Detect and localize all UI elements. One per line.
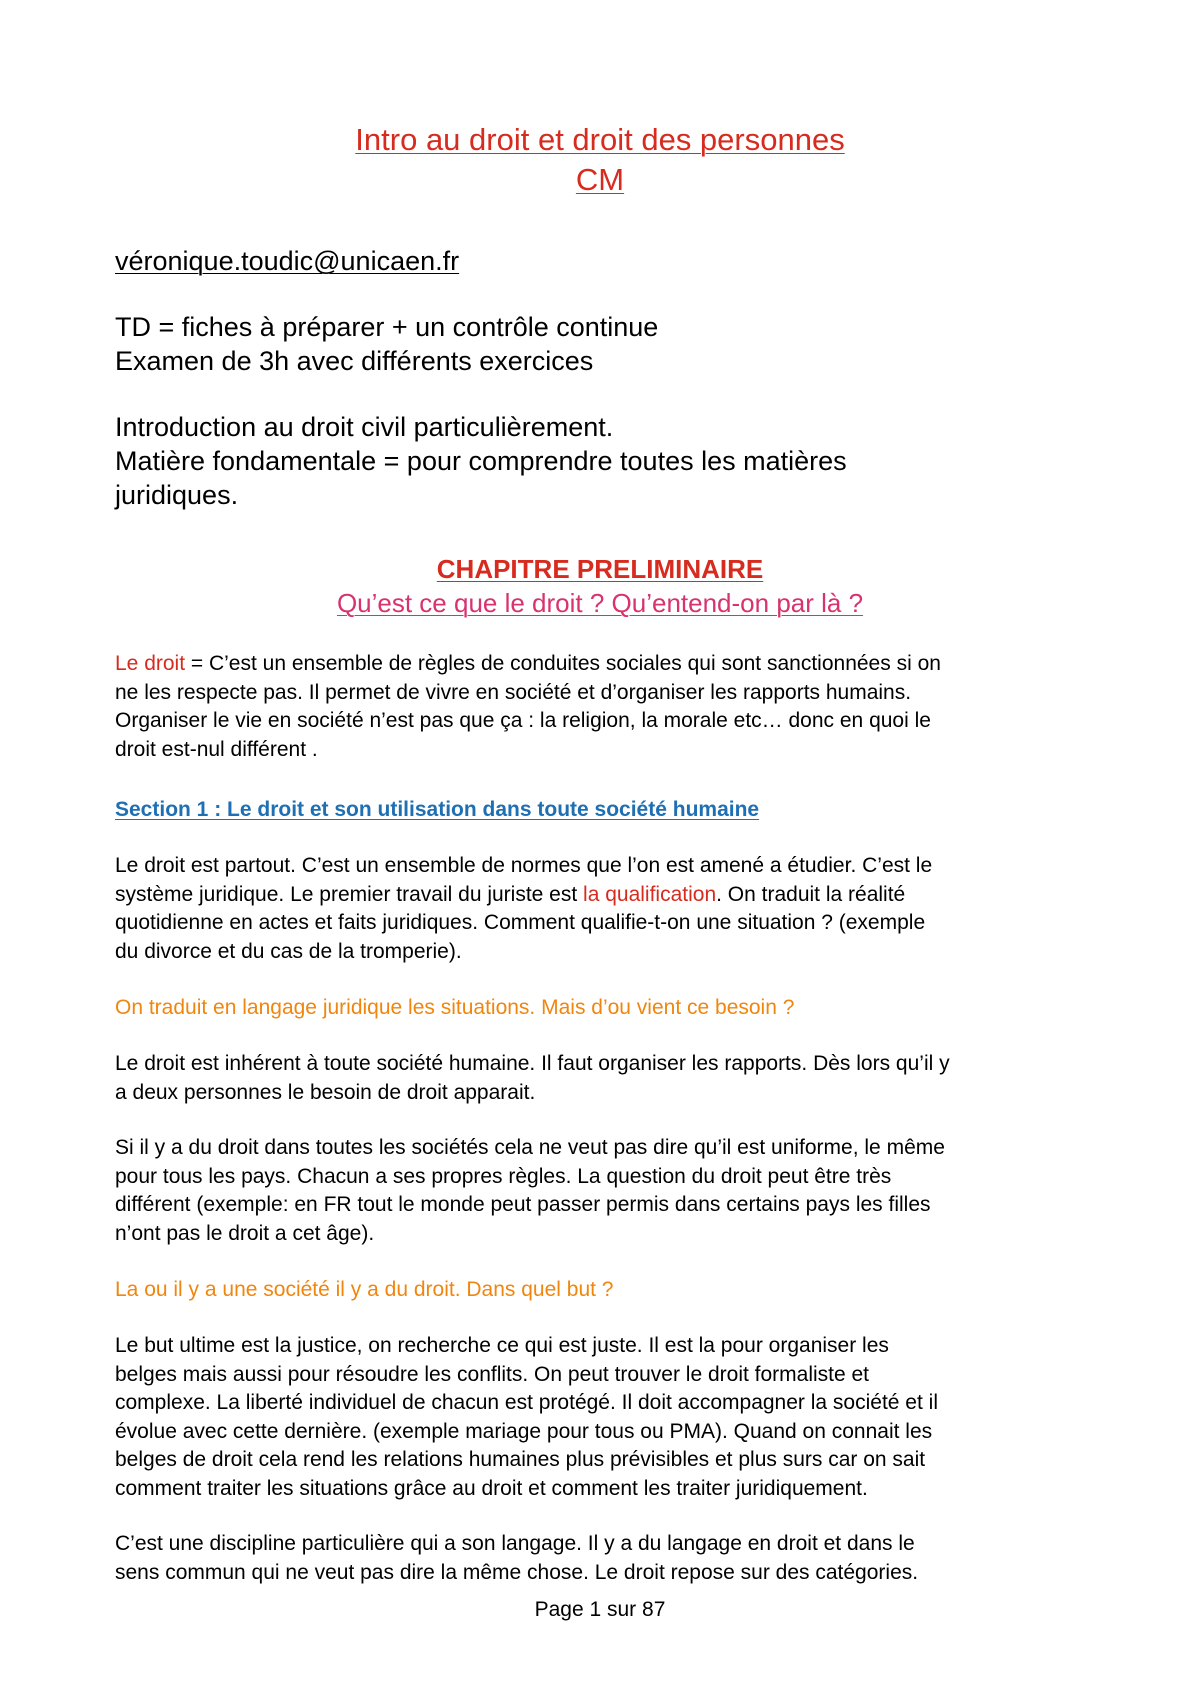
paragraph-line: Le droit est inhérent à toute société humaine. Il faut organiser les rapports. Dès lors qu’il y xyxy=(115,1052,950,1075)
paragraph-line: belges de droit cela rend les relations humaines plus prévisibles et plus surs car on sait xyxy=(115,1448,926,1471)
definition-paragraph xyxy=(115,650,1115,764)
intro2-line: Matière fondamentale = pour comprendre toutes les matières xyxy=(115,446,847,476)
paragraph-line: différent (exemple: en FR tout le monde peut passer permis dans certains pays les filles xyxy=(115,1193,931,1216)
paragraph-line: Si il y a du droit dans toutes les sociétés cela ne veut pas dire qu’il est uniforme, le même xyxy=(115,1136,945,1159)
document-title: Intro au droit et droit des personnes xyxy=(355,122,845,157)
paragraph-line: n’ont pas le droit a cet âge). xyxy=(115,1221,375,1245)
paragraph-line: . On traduit la réalité xyxy=(716,882,906,906)
intro2-line: juridiques. xyxy=(115,480,239,510)
definition-text: droit est-nul différent . xyxy=(115,737,318,761)
paragraph-line: a deux personnes le besoin de droit apparait. xyxy=(115,1080,536,1104)
intro-line: Examen de 3h avec différents exercices xyxy=(115,346,594,376)
paragraph-2 xyxy=(115,1050,1115,1107)
paragraph-line: pour tous les pays. Chacun a ses propres règles. La question du droit peut être très xyxy=(115,1164,892,1188)
paragraph-line: quotidienne en actes et faits juridiques. Comment qualifie-t-on une situation ? (exemple xyxy=(115,911,926,934)
paragraph-line: système juridique. Le premier travail du juriste est xyxy=(115,882,584,906)
paragraph-5 xyxy=(115,1530,1115,1587)
paragraph-1 xyxy=(115,852,1115,966)
definition-term: Le droit xyxy=(115,652,186,675)
paragraph-line: complexe. La liberté individuel de chacun est protégé. Il doit accompagner la société et il xyxy=(115,1391,938,1414)
page-number: Page 1 sur 87 xyxy=(534,1598,666,1621)
intro2-line: Introduction au droit civil particulièrement. xyxy=(115,412,614,442)
paragraph-line: Le but ultime est la justice, on recherche ce qui est juste. Il est la pour organiser les xyxy=(115,1334,889,1357)
intro-block xyxy=(115,310,658,378)
paragraph-line: Le droit est partout. C’est un ensemble de normes que l’on est amené a étudier. C’est le xyxy=(115,854,933,877)
email-link[interactable]: véronique.toudic@unicaen.fr xyxy=(115,246,460,276)
paragraph-line: évolue avec cette dernière. (exemple mariage pour tous ou PMA). Quand on connait les xyxy=(115,1419,933,1443)
qualification-highlight: la qualification xyxy=(583,882,717,906)
paragraph-line: comment traiter les situations grâce au droit et comment les traiter juridiquement. xyxy=(115,1476,868,1500)
paragraph-line: belges mais aussi pour résoudre les conflits. On peut trouver le droit formaliste et xyxy=(115,1362,870,1386)
paragraph-line: C’est une discipline particulière qui a son langage. Il y a du langage en droit et dans le xyxy=(115,1532,915,1555)
chapter-subheading: Qu’est ce que le droit ? Qu’entend-on par là ? xyxy=(336,588,864,618)
paragraph-line: sens commun qui ne veut pas dire la même chose. Le droit repose sur des catégories. xyxy=(115,1560,919,1584)
intro-line: TD = fiches à préparer + un contrôle continue xyxy=(115,312,659,342)
chapter-heading: CHAPITRE PRELIMINAIRE xyxy=(436,554,764,584)
definition-text: = C’est un ensemble de règles de conduites sociales qui sont sanctionnées si on xyxy=(185,652,941,675)
question-2: La ou il y a une société il y a du droit. Dans quel but ? xyxy=(115,1278,614,1301)
intro2-block xyxy=(115,410,847,512)
paragraph-3 xyxy=(115,1134,1115,1248)
definition-text: Organiser le vie en société n’est pas que ça : la religion, la morale etc… donc en quoi le xyxy=(115,709,931,732)
definition-text: ne les respecte pas. Il permet de vivre en société et d’organiser les rapports humains. xyxy=(115,680,912,704)
paragraph-4 xyxy=(115,1332,1115,1503)
document-subtitle: CM xyxy=(575,162,625,197)
question-1: On traduit en langage juridique les situations. Mais d’ou vient ce besoin ? xyxy=(115,996,795,1019)
section-heading: Section 1 : Le droit et son utilisation dans toute société humaine xyxy=(115,798,760,821)
paragraph-line: du divorce et du cas de la tromperie). xyxy=(115,939,462,963)
